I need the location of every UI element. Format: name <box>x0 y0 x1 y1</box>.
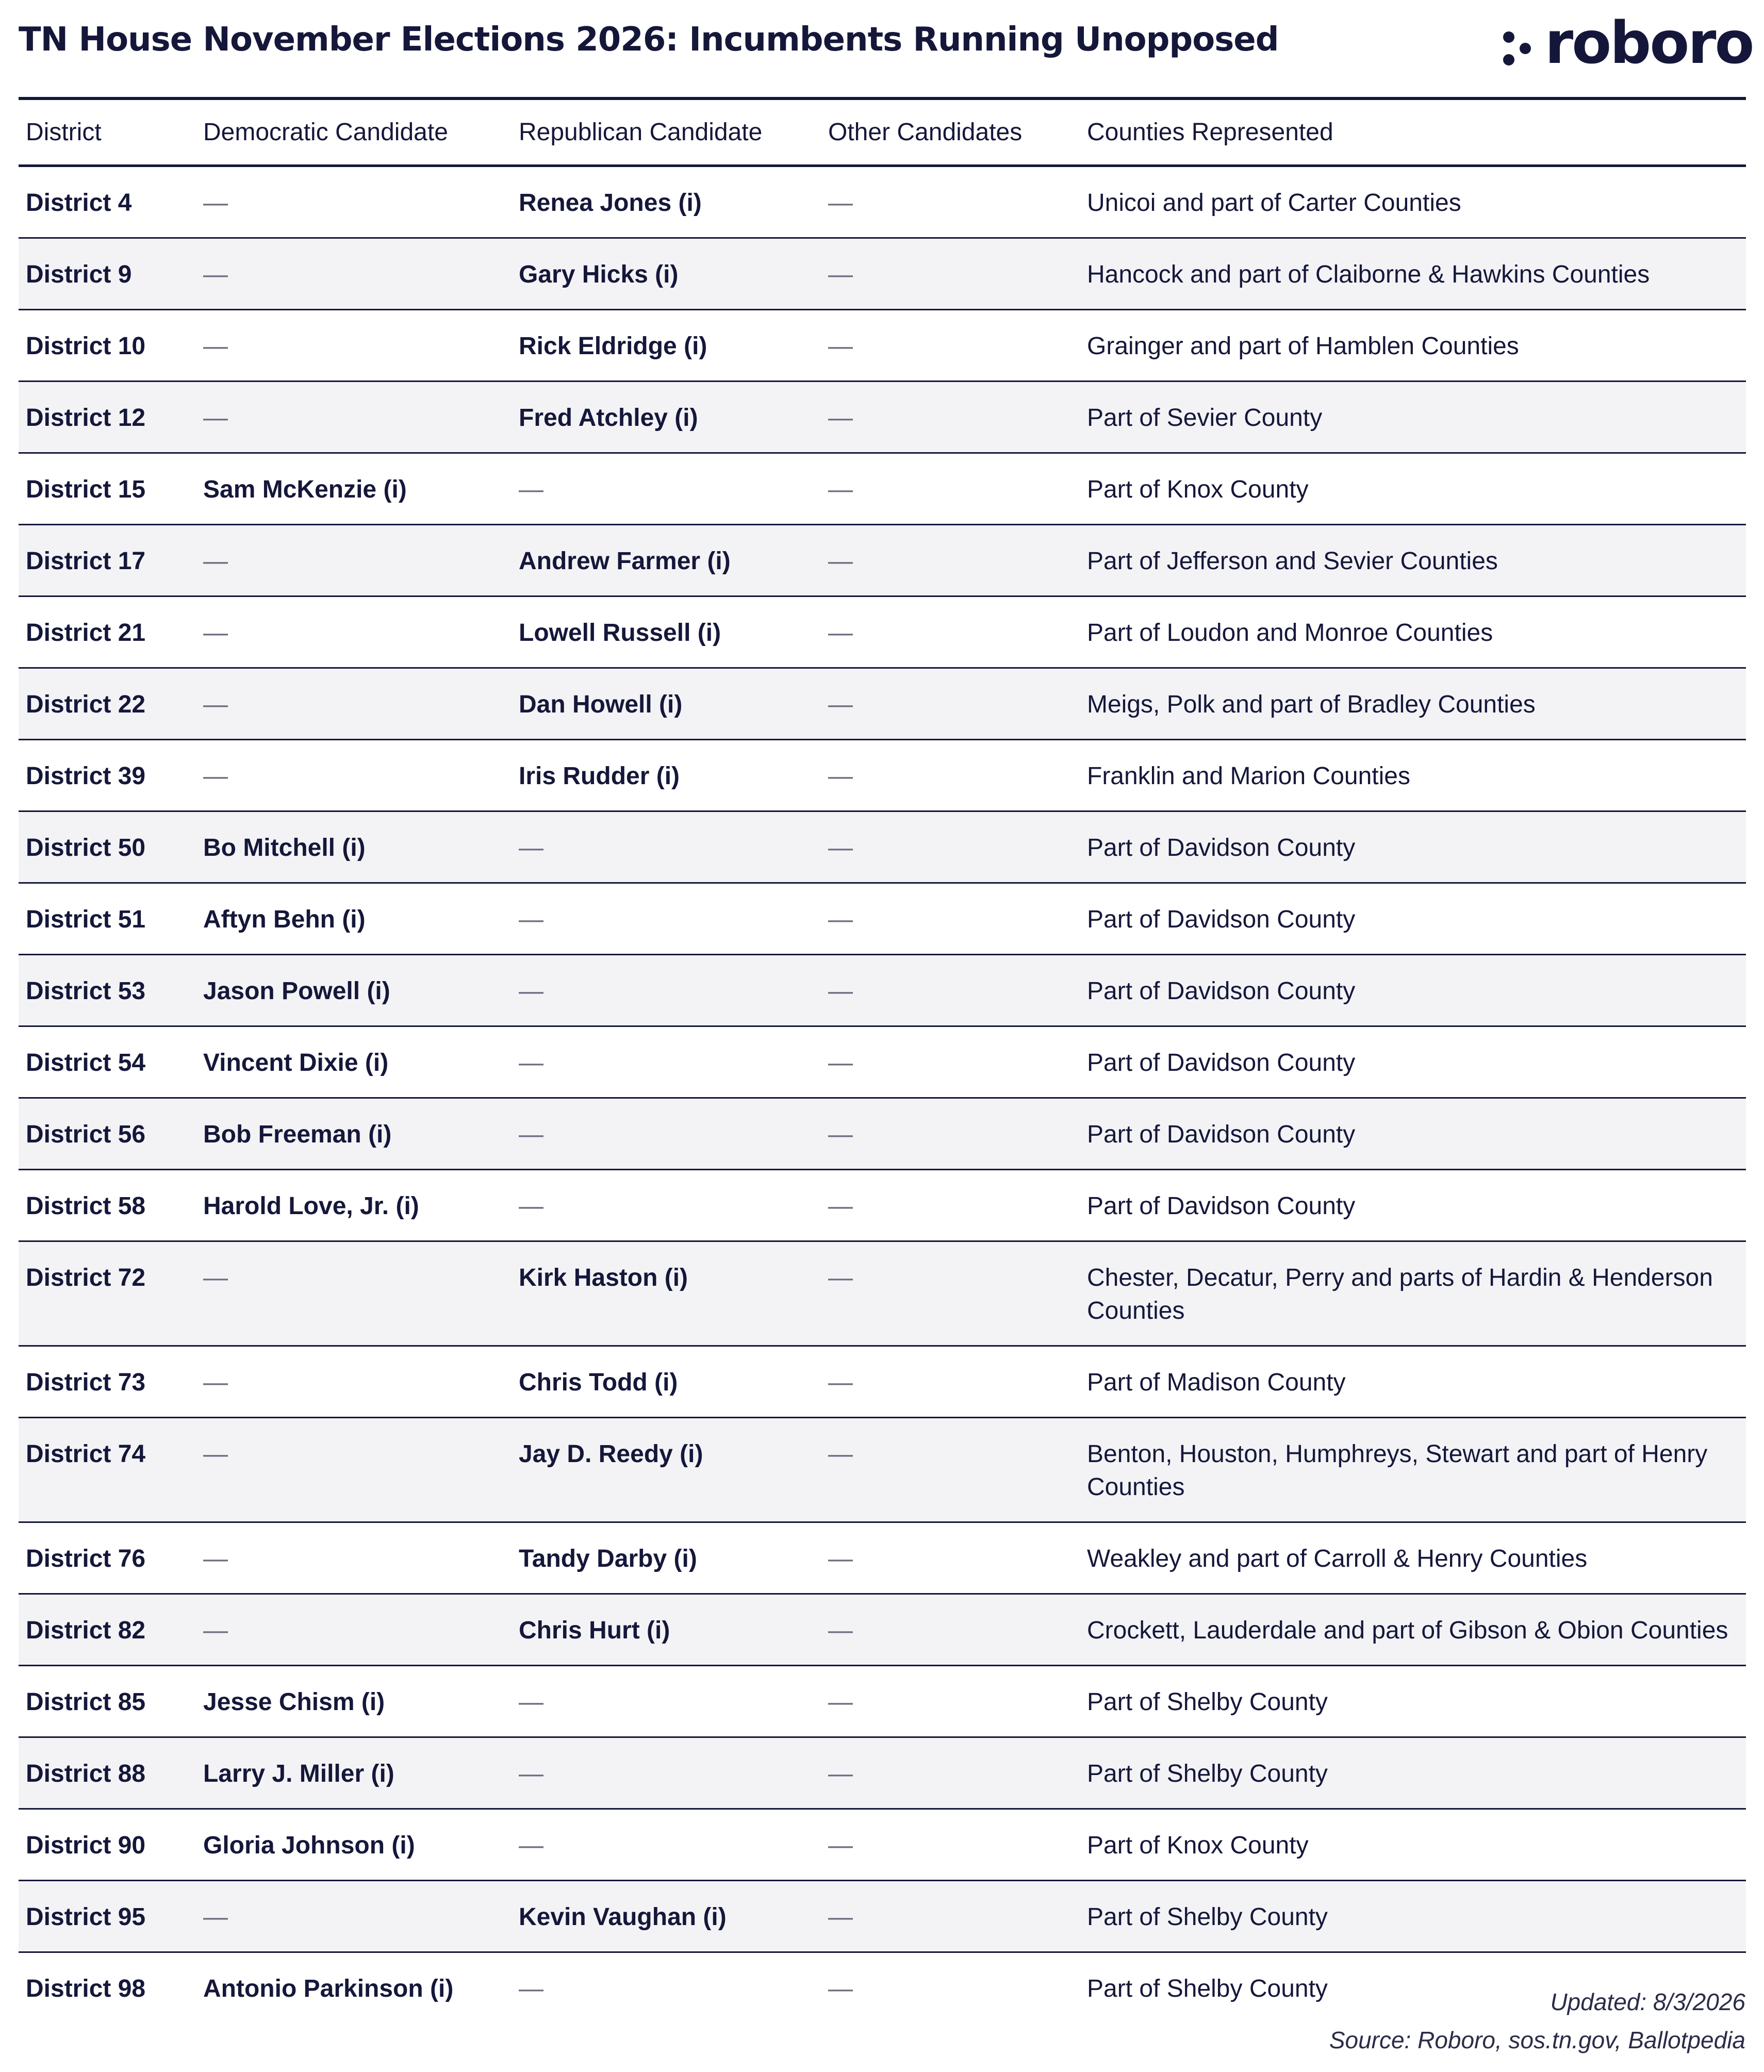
district-cell: District 98 <box>26 1975 146 2002</box>
district-cell: District 74 <box>19 1418 196 1522</box>
counties-cell: Part of Shelby County <box>1087 1975 1328 2002</box>
counties-cell: Part of Davidson County <box>1080 1098 1746 1170</box>
other-candidates-cell: — <box>821 1418 1080 1522</box>
democratic-candidate-cell: Gloria Johnson (i) <box>196 1809 512 1881</box>
other-candidates-cell: — <box>821 1026 1080 1098</box>
democratic-candidate-cell: Larry J. Miller (i) <box>196 1737 512 1809</box>
other-candidates-cell: — <box>821 1737 1080 1809</box>
republican-candidate-cell: Tandy Darby (i) <box>512 1522 821 1594</box>
table-row <box>19 1594 1746 1666</box>
other-candidates-cell: — <box>821 1098 1080 1170</box>
republican-candidate-cell: Andrew Farmer (i) <box>512 525 821 596</box>
other-candidates-cell: — <box>821 668 1080 740</box>
democratic-candidate-cell: — <box>196 525 512 596</box>
republican-candidate-cell: Renea Jones (i) <box>512 166 821 238</box>
counties-cell: Hancock and part of Claiborne & Hawkins Counties <box>1080 238 1746 310</box>
democratic-candidate-cell: — <box>196 1418 512 1522</box>
district-cell: District 50 <box>19 811 196 883</box>
republican-candidate-cell: Lowell Russell (i) <box>512 596 821 668</box>
counties-cell: Part of Shelby County <box>1080 1881 1746 1952</box>
democratic-candidate-cell: Bob Freeman (i) <box>196 1098 512 1170</box>
democratic-candidate-cell: — <box>196 1346 512 1418</box>
other-candidates-cell: — <box>821 811 1080 883</box>
district-cell: District 22 <box>19 668 196 740</box>
header-counties-represented: Counties Represented <box>1080 100 1746 166</box>
source-note: Source: Roboro, sos.tn.gov, Ballotpedia <box>1329 2027 1745 2053</box>
district-cell: District 39 <box>19 740 196 811</box>
counties-cell: Part of Shelby County <box>1080 1737 1746 1809</box>
counties-cell: Part of Knox County <box>1080 453 1746 525</box>
counties-cell: Chester, Decatur, Perry and parts of Hardin & Henderson Counties <box>1080 1241 1746 1346</box>
table-row <box>19 1522 1746 1594</box>
counties-cell: Part of Loudon and Monroe Counties <box>1080 596 1746 668</box>
other-candidates-cell: — <box>821 238 1080 310</box>
table-row <box>19 1026 1746 1098</box>
district-cell: District 76 <box>19 1522 196 1594</box>
district-cell: District 21 <box>19 596 196 668</box>
district-cell: District 85 <box>19 1666 196 1737</box>
counties-cell: Benton, Houston, Humphreys, Stewart and part of Henry Counties <box>1080 1418 1746 1522</box>
table-row <box>19 1737 1746 1809</box>
page-title: TN House November Elections 2026: Incumbents Running Unopposed <box>19 21 1279 59</box>
other-candidates-cell: — <box>821 740 1080 811</box>
counties-cell: Part of Davidson County <box>1080 883 1746 955</box>
democratic-candidate-cell: Harold Love, Jr. (i) <box>196 1170 512 1241</box>
table-row <box>19 1418 1746 1522</box>
table-row <box>19 238 1746 310</box>
table-header-row <box>19 100 1746 166</box>
table-row <box>19 740 1746 811</box>
other-candidates-cell: — <box>821 453 1080 525</box>
democratic-candidate-cell: — <box>196 596 512 668</box>
democratic-candidate-cell: — <box>196 1241 512 1346</box>
other-candidates-cell: — <box>821 1666 1080 1737</box>
table-row <box>19 310 1746 382</box>
table-row <box>19 1809 1746 1881</box>
counties-cell: Meigs, Polk and part of Bradley Counties <box>1080 668 1746 740</box>
counties-cell: Part of Davidson County <box>1080 1026 1746 1098</box>
header-other-candidates: Other Candidates <box>821 100 1080 166</box>
district-cell: District 82 <box>19 1594 196 1666</box>
header-republican-candidate: Republican Candidate <box>512 100 821 166</box>
democratic-candidate-cell: — <box>196 668 512 740</box>
democratic-candidate-cell: Sam McKenzie (i) <box>196 453 512 525</box>
republican-candidate-cell: Dan Howell (i) <box>512 668 821 740</box>
democratic-candidate-cell: — <box>196 382 512 453</box>
updated-date: Updated: 8/3/2026 <box>1550 1988 1745 2015</box>
table-row <box>19 1241 1746 1346</box>
counties-cell: Part of Jefferson and Sevier Counties <box>1080 525 1746 596</box>
district-cell: District 17 <box>19 525 196 596</box>
counties-cell: Part of Knox County <box>1080 1809 1746 1881</box>
district-cell: District 53 <box>19 955 196 1026</box>
republican-candidate-cell: — <box>512 1026 821 1098</box>
democratic-candidate-cell: Jason Powell (i) <box>196 955 512 1026</box>
district-cell: District 72 <box>19 1241 196 1346</box>
table-row <box>19 1346 1746 1418</box>
democratic-candidate-cell: — <box>196 1522 512 1594</box>
other-candidates-cell: — <box>821 955 1080 1026</box>
other-candidates-cell: — <box>821 1594 1080 1666</box>
district-cell: District 10 <box>19 310 196 382</box>
republican-candidate-cell: Fred Atchley (i) <box>512 382 821 453</box>
table-row <box>19 668 1746 740</box>
counties-cell: Part of Shelby County <box>1080 1666 1746 1737</box>
counties-cell: Grainger and part of Hamblen Counties <box>1080 310 1746 382</box>
other-candidates-cell: — <box>821 310 1080 382</box>
other-candidates-cell: — <box>828 1975 853 2002</box>
district-cell: District 95 <box>19 1881 196 1952</box>
democratic-candidate-cell: Antonio Parkinson (i) <box>203 1975 454 2002</box>
republican-candidate-cell: — <box>512 1737 821 1809</box>
republican-candidate-cell: — <box>519 1975 543 2002</box>
incumbents-table <box>19 100 1746 2023</box>
district-cell: District 54 <box>19 1026 196 1098</box>
democratic-candidate-cell: — <box>196 1594 512 1666</box>
republican-candidate-cell: Kevin Vaughan (i) <box>512 1881 821 1952</box>
district-cell: District 9 <box>19 238 196 310</box>
header-democratic-candidate: Democratic Candidate <box>196 100 512 166</box>
counties-cell: Weakley and part of Carroll & Henry Counties <box>1080 1522 1746 1594</box>
democratic-candidate-cell: Bo Mitchell (i) <box>196 811 512 883</box>
republican-candidate-cell: — <box>512 1666 821 1737</box>
democratic-candidate-cell: — <box>196 1881 512 1952</box>
table-row <box>19 1666 1746 1737</box>
counties-cell: Part of Davidson County <box>1080 955 1746 1026</box>
republican-candidate-cell: — <box>512 811 821 883</box>
democratic-candidate-cell: — <box>196 166 512 238</box>
district-cell: District 73 <box>19 1346 196 1418</box>
district-cell: District 51 <box>19 883 196 955</box>
other-candidates-cell: — <box>821 525 1080 596</box>
democratic-candidate-cell: — <box>196 740 512 811</box>
republican-candidate-cell: — <box>512 883 821 955</box>
republican-candidate-cell: — <box>512 1809 821 1881</box>
district-cell: District 58 <box>19 1170 196 1241</box>
district-cell: District 90 <box>19 1809 196 1881</box>
roboro-logo <box>1502 10 1753 77</box>
other-candidates-cell: — <box>821 883 1080 955</box>
counties-cell: Part of Davidson County <box>1080 1170 1746 1241</box>
district-cell: District 12 <box>19 382 196 453</box>
table-row <box>19 955 1746 1026</box>
district-cell: District 88 <box>19 1737 196 1809</box>
republican-candidate-cell: Iris Rudder (i) <box>512 740 821 811</box>
republican-candidate-cell: Rick Eldridge (i) <box>512 310 821 382</box>
counties-cell: Franklin and Marion Counties <box>1080 740 1746 811</box>
other-candidates-cell: — <box>821 1522 1080 1594</box>
district-cell: District 15 <box>19 453 196 525</box>
other-candidates-cell: — <box>821 596 1080 668</box>
table-row <box>19 382 1746 453</box>
table-row <box>19 1952 1746 2024</box>
republican-candidate-cell: Jay D. Reedy (i) <box>512 1418 821 1522</box>
democratic-candidate-cell: — <box>196 310 512 382</box>
counties-cell: Part of Sevier County <box>1080 382 1746 453</box>
democratic-candidate-cell: — <box>196 238 512 310</box>
republican-candidate-cell: Kirk Haston (i) <box>512 1241 821 1346</box>
other-candidates-cell: — <box>821 1241 1080 1346</box>
republican-candidate-cell: — <box>512 955 821 1026</box>
counties-cell: Unicoi and part of Carter Counties <box>1080 166 1746 238</box>
republican-candidate-cell: — <box>512 453 821 525</box>
other-candidates-cell: — <box>821 1809 1080 1881</box>
other-candidates-cell: — <box>821 382 1080 453</box>
table-row <box>19 1098 1746 1170</box>
counties-cell: Part of Madison County <box>1080 1346 1746 1418</box>
other-candidates-cell: — <box>821 1170 1080 1241</box>
democratic-candidate-cell: Jesse Chism (i) <box>196 1666 512 1737</box>
table-row <box>19 453 1746 525</box>
table-row <box>19 1881 1746 1952</box>
republican-candidate-cell: Chris Hurt (i) <box>512 1594 821 1666</box>
democratic-candidate-cell: Aftyn Behn (i) <box>196 883 512 955</box>
table-row <box>19 596 1746 668</box>
roboro-dots-icon <box>1502 31 1532 67</box>
republican-candidate-cell: — <box>512 1170 821 1241</box>
other-candidates-cell: — <box>821 1346 1080 1418</box>
other-candidates-cell: — <box>821 166 1080 238</box>
counties-cell: Crockett, Lauderdale and part of Gibson & Obion Counties <box>1080 1594 1746 1666</box>
district-cell: District 56 <box>19 1098 196 1170</box>
republican-candidate-cell: Chris Todd (i) <box>512 1346 821 1418</box>
table-row <box>19 1170 1746 1241</box>
table-row <box>19 525 1746 596</box>
table-row <box>19 811 1746 883</box>
district-cell: District 4 <box>19 166 196 238</box>
other-candidates-cell: — <box>821 1881 1080 1952</box>
logo-text: roboro <box>1545 10 1753 77</box>
counties-cell: Part of Davidson County <box>1080 811 1746 883</box>
header-district: District <box>19 100 196 166</box>
republican-candidate-cell: — <box>512 1098 821 1170</box>
democratic-candidate-cell: Vincent Dixie (i) <box>196 1026 512 1098</box>
table-row <box>19 166 1746 238</box>
republican-candidate-cell: Gary Hicks (i) <box>512 238 821 310</box>
table-row <box>19 883 1746 955</box>
